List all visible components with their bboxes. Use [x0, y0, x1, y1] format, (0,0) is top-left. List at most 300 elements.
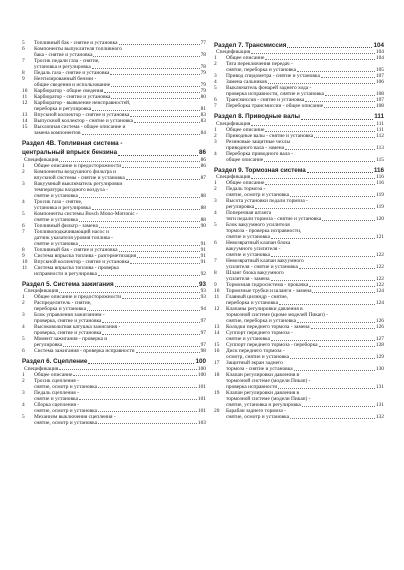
toc-entry-title: приводного вала - замена [226, 144, 285, 151]
section-gap [22, 136, 206, 138]
toc-entry-number: 5 [22, 413, 25, 420]
toc-entry-title: вакуумного усилителя - [226, 246, 281, 253]
toc-entry-title: Топливный бак - снятие и установка [34, 40, 118, 46]
toc-entry-number: 4 [214, 210, 217, 217]
toc-entry-title: регулировка [34, 342, 63, 349]
toc-entry-number: 13 [22, 112, 28, 118]
toc-entry-title: установка и регулировка [34, 64, 91, 70]
toc-entry-title: Спецификация [24, 288, 59, 295]
toc-page-number: 131 [375, 402, 384, 409]
toc-entry-title: усилителя - снятие и установка [226, 264, 298, 271]
toc-entry-title: Топливный фильтр - замена [34, 222, 98, 229]
dot-leader [73, 375, 197, 376]
toc-entry-title: снятие, осмотр и установка [34, 407, 97, 414]
dot-leader [119, 251, 200, 252]
toc-entry-title: проверка, снятие и установка [34, 318, 102, 325]
toc-entry-title: Педаль газа - снятие и установка [34, 70, 110, 76]
toc-page-number: 131 [375, 384, 384, 391]
toc-entry-title: Раздел 5. Система зажигания [22, 280, 114, 288]
toc-entry-number: 3 [214, 138, 217, 145]
toc-page-number: 83 [200, 112, 206, 118]
toc-entry-title: Неэтилированный бензин - [34, 76, 97, 82]
dot-leader [290, 418, 375, 419]
toc-entry-number: 2 [22, 168, 25, 175]
toc-entry-title: Невозвратный клапан вакуумного [226, 258, 304, 265]
toc-entry-number: 6 [22, 222, 25, 229]
toc-entry-title: Впускной коллектор - снятие и установка [34, 112, 130, 118]
toc-entry-title: Вакуумный выключатель регулировки [34, 180, 123, 187]
toc-entry-title: Общее описание и предосторожности [34, 294, 122, 301]
dot-leader [63, 346, 199, 347]
toc-left-column [22, 40, 206, 426]
toc-page-number: 126 [375, 324, 384, 331]
dot-leader [119, 44, 200, 45]
section-gap [22, 277, 206, 279]
dot-leader [99, 227, 200, 228]
toc-entry-title: Клапан регулировки давления в [226, 390, 300, 397]
toc-entry-number: 10 [22, 88, 28, 94]
toc-page-number: 107 [375, 73, 384, 80]
toc-entry-title: Раздел 9. Тормозная система [214, 166, 306, 174]
dot-leader [130, 116, 199, 117]
toc-entry-title: температуры входного воздуха - [34, 186, 108, 193]
toc-entry-number: 10 [214, 288, 220, 295]
toc-page-number: 94 [200, 306, 206, 313]
dot-leader [265, 131, 375, 132]
toc-entry-title: снятие и установка [226, 336, 270, 343]
toc-page-number: 111 [376, 126, 384, 133]
toc-entry-number: 8 [22, 246, 25, 253]
toc-entry-number: 15 [214, 342, 220, 349]
toc-entry-title: Педаль тормоза - [226, 186, 266, 193]
section-heading [22, 358, 206, 365]
toc-entry-number: 7 [214, 103, 217, 110]
toc-entry-title: Система впрыска топлива - разгерметизация [34, 252, 137, 259]
toc-page-number: 91 [200, 240, 206, 247]
toc-entry-title: Раздел 6. Сцепление [22, 358, 88, 366]
toc-entry-title: Компоненты воздушного фильтра и [34, 168, 116, 175]
toc-entry-title: Компоненты системы Bosch Mono-Motronic - [34, 210, 138, 217]
dot-leader [79, 221, 200, 222]
toc-page-number: 80 [200, 94, 206, 100]
dot-leader [79, 245, 200, 246]
dot-leader [278, 388, 375, 389]
dot-leader [115, 286, 198, 287]
dot-leader [98, 387, 197, 388]
toc-entry-title: переборка и установка [34, 306, 86, 313]
toc-entry-title: Общее описание и предосторожности [34, 162, 122, 169]
toc-entry-title: осмотр, снятие и установка [226, 354, 289, 361]
toc-entry-title: снятие, осмотр и установка [34, 419, 97, 426]
toc-page-number: 88 [200, 216, 206, 223]
toc-entry-number: 2 [22, 377, 25, 384]
toc-page-number: 92 [200, 270, 206, 277]
dot-leader [98, 423, 197, 424]
dot-leader [311, 328, 375, 329]
toc-entry-number: 19 [214, 390, 220, 397]
toc-entry-title: Переборка приводного вала - [226, 150, 293, 157]
toc-entry-title: Раздел 7. Трансмиссия [214, 42, 287, 49]
toc-entry-number: 3 [214, 73, 217, 80]
section-heading [22, 140, 206, 147]
dot-leader [87, 310, 200, 311]
toc-entry-number: 7 [22, 228, 25, 235]
dot-leader [265, 184, 375, 185]
toc-page-number: 78 [200, 52, 206, 58]
toc-entry-number: 5 [214, 85, 217, 92]
dot-leader [307, 172, 373, 173]
toc-page-number: 122 [375, 282, 384, 289]
toc-page-number: 93 [200, 294, 206, 301]
toc-page-number: 100 [197, 365, 206, 372]
toc-entry-number: 8 [214, 270, 217, 277]
toc-entry-number: 3 [22, 180, 25, 187]
dot-leader [324, 107, 375, 108]
toc-entry-number: 2 [22, 300, 25, 307]
toc-page-number: 132 [375, 414, 384, 421]
toc-page-number: 104 [375, 49, 384, 56]
toc-entry-title: снятие и установка [34, 192, 78, 199]
toc-page-number: 112 [376, 132, 384, 139]
toc-entry-title: Тормозные трубки и шланги - замена [226, 288, 312, 295]
dot-leader [122, 298, 199, 299]
toc-right-column [214, 40, 384, 420]
toc-entry-title: Привод спидометра - снятие и установка [226, 73, 320, 80]
toc-page-number: 130 [375, 366, 384, 373]
toc-page-number: 79 [200, 82, 206, 88]
toc-page-number: 93 [198, 280, 206, 288]
dot-leader [265, 59, 375, 60]
dot-leader [92, 68, 200, 69]
toc-entry-title: Спецификация [216, 174, 251, 181]
toc-page-number: 105 [375, 67, 384, 74]
toc-entry-number: 15 [22, 124, 28, 130]
dot-leader [98, 411, 197, 412]
toc-entry-continuation [22, 420, 206, 426]
toc-page-number: 86 [198, 149, 206, 157]
toc-entry-title: Суппорт переднего тормоза - [226, 330, 293, 337]
toc-page-number: 108 [375, 103, 384, 110]
dot-leader [322, 220, 375, 221]
toc-entry-number: 16 [214, 348, 220, 355]
toc-entry-title: Приводные валы - снятие и установка [226, 132, 314, 139]
toc-entry-title: Трансмиссия - снятие и установка [226, 97, 305, 104]
toc-page-number: 101 [197, 407, 206, 414]
toc-entry-title: проверка исправности [226, 384, 278, 391]
toc-page-number: 124 [375, 288, 384, 295]
toc-page-number: 128 [375, 342, 384, 349]
toc-entry-title: проверка исправности, снятие и установка [226, 91, 324, 98]
toc-entry-title: Тросик педали газа - снятие, [34, 58, 100, 64]
dot-leader [290, 196, 375, 197]
toc-entry-title: Барабан заднего тормоза - [226, 408, 286, 415]
toc-page-number: 116 [376, 180, 384, 187]
toc-page-number: 104 [373, 42, 384, 49]
toc-entry-title: переборка и регулировка [34, 106, 92, 112]
toc-entry-number: 3 [214, 198, 217, 205]
toc-entry-title: Тормозная гидросистема - прокачка [226, 282, 309, 289]
toc-entry-number: 11 [22, 264, 28, 271]
toc-entry-title: Тросик газа - снятие, [34, 198, 83, 205]
toc-entry-title: снятие, переборка и установка [226, 67, 297, 74]
toc-entry-title: бака - снятие и установка [34, 52, 93, 58]
toc-entry-number: 20 [214, 408, 220, 415]
dot-leader [79, 197, 200, 198]
dot-leader [251, 53, 375, 54]
toc-entry-number: 13 [214, 324, 220, 331]
dot-leader [104, 92, 199, 93]
toc-page-number: 90 [200, 222, 206, 229]
toc-entry-number: 6 [22, 46, 25, 52]
toc-entry-title: Высота установки педали тормоза - [226, 198, 308, 205]
toc-entry-title: Диск переднего тормоза - [226, 348, 285, 355]
dot-leader [297, 322, 375, 323]
dot-leader [302, 406, 375, 407]
toc-page-number: 126 [375, 318, 384, 325]
toc-entry-number: 1 [22, 371, 25, 378]
dot-leader [102, 334, 199, 335]
toc-entry-number: 4 [22, 198, 25, 205]
toc-entry-title: снятие и установка [34, 216, 78, 223]
toc-entry-title: Карбюратор - выявление неисправностей, [34, 100, 131, 106]
toc-page-number: 111 [376, 120, 384, 127]
toc-entry-number: 9 [214, 282, 217, 289]
dot-leader [271, 280, 375, 281]
toc-entry-title: исправности и регулировка [34, 270, 97, 277]
toc-page-number: 78 [200, 64, 206, 70]
dot-leader [287, 47, 372, 48]
toc-entry-title: регулировка [226, 204, 255, 211]
toc-entry-title: общее описание [226, 156, 264, 163]
toc-page-number: 97 [200, 342, 206, 349]
toc-entry-title: Общее описание [226, 126, 265, 133]
toc-entry-title: Шланг блока вакуумного [226, 270, 284, 277]
toc-entry-title: тормоза - снятие и установка [226, 366, 293, 373]
toc-entry-number: 9 [22, 76, 25, 82]
toc-entry-title: Общее описание [34, 371, 73, 378]
dot-leader [79, 399, 197, 400]
dot-leader [111, 98, 199, 99]
dot-leader [271, 238, 375, 239]
toc-entry-title: снятие и установка [34, 240, 78, 247]
toc-entry-title: Раздел 4В. Топливная система - [22, 140, 123, 147]
dot-leader [314, 137, 375, 138]
toc-entry-title: снятие и установка [34, 395, 78, 402]
toc-entry-title: Педаль сцепления - [34, 389, 79, 396]
toc-page-number: 97 [200, 330, 206, 337]
toc-page-number: 121 [375, 234, 384, 241]
toc-page-number: 108 [375, 91, 384, 98]
dot-leader [264, 161, 375, 162]
toc-entry-number: 5 [22, 40, 25, 46]
dot-leader [309, 286, 375, 287]
toc-entry-number: 7 [22, 58, 25, 64]
toc-entry-title: переборка и установка [226, 300, 278, 307]
toc-entry-title: впускной системы - снятие и установка [34, 174, 125, 181]
toc-page-number: 100 [197, 371, 206, 378]
toc-page-number: 113 [376, 144, 384, 151]
dot-leader [82, 134, 200, 135]
toc-page-number: 83 [200, 118, 206, 124]
dot-leader [102, 322, 199, 323]
toc-page-number: 86 [200, 156, 206, 163]
toc-entry-title: Раздел 8. Приводные валы [214, 113, 300, 121]
toc-entry-title: датчик указателя уровня топлива - [34, 234, 113, 241]
toc-page-number: 81 [200, 106, 206, 112]
section-heading [214, 113, 384, 120]
section-gap [214, 163, 384, 165]
toc-entry-number: 2 [214, 61, 217, 68]
toc-entry-number: 5 [214, 222, 217, 229]
toc-entry-number: 10 [22, 258, 28, 265]
toc-entry-number: 12 [22, 100, 28, 106]
toc-page-number: 77 [200, 40, 206, 46]
dot-leader [137, 257, 199, 258]
toc-entry-title: центральный впрыск бензина [22, 149, 118, 157]
toc-page-number: 98 [200, 348, 206, 355]
toc-page-number: 115 [376, 156, 384, 163]
toc-entry-title: Суппорт переднего тормоза - переборка [226, 342, 318, 349]
toc-entry-title: Спецификация [24, 365, 59, 372]
toc-entry-title: Поперечная штанга [226, 210, 272, 217]
toc-page-number: 101 [197, 395, 206, 402]
toc-page-number: 88 [200, 204, 206, 211]
toc-entry-number: 14 [214, 330, 220, 337]
toc-entry-number: 6 [214, 97, 217, 104]
toc-page-number: 116 [373, 166, 384, 174]
toc-entry-title: Переборка трансмиссии - общее описание [226, 103, 324, 110]
toc-entry-title: Топливный бак - снятие и установка [34, 246, 118, 253]
toc-entry-title: снятие, осмотр и установка [34, 383, 97, 390]
toc-entry-title: Невозвратный клапан блока [226, 240, 291, 247]
toc-page-number: 84 [200, 130, 206, 136]
dot-leader [297, 71, 375, 72]
toc-entry-title: снятие, осмотр и установка [226, 192, 289, 199]
toc-page-number: 122 [375, 264, 384, 271]
dot-leader [136, 352, 200, 353]
toc-entry-title: снятие, осмотр и установка [226, 414, 289, 421]
toc-entry-number: 5 [22, 336, 25, 343]
toc-entry-title: усилителя - замена [226, 276, 270, 283]
toc-entry-title: снятие, переборка и установка [226, 318, 297, 325]
dot-leader [59, 369, 197, 370]
section-gap [214, 109, 384, 111]
toc-entry-number: 14 [22, 118, 28, 124]
toc-page-number: 97 [200, 318, 206, 325]
toc-entry-title: Механизм выключения сцепления - [34, 413, 116, 420]
toc-page-number: 119 [376, 192, 384, 199]
dot-leader [130, 263, 199, 264]
toc-entry-number: 1 [22, 294, 25, 301]
toc-entry-title: Карбюратор - общие сведения [34, 88, 104, 94]
dot-leader [271, 340, 375, 341]
toc-page-number: 124 [375, 300, 384, 307]
dot-leader [251, 125, 375, 126]
toc-entry-title: замена компонентов [34, 130, 81, 136]
toc-entry-title: тормозной системе (модели Пикап) - [226, 378, 311, 385]
toc-entry-title: Спецификация [216, 120, 251, 127]
toc-page-number: 88 [200, 192, 206, 199]
toc-entry-continuation [214, 414, 384, 420]
dot-leader [321, 77, 375, 78]
toc-entry-title: Блок вакуумного усилителя [226, 222, 290, 229]
dot-leader [88, 363, 194, 364]
toc-entry-number: 6 [214, 240, 217, 247]
dot-leader [59, 161, 199, 162]
toc-entry-number: 1 [22, 162, 25, 169]
toc-entry-title: Выпускной коллектор - снятие и установка [34, 118, 134, 124]
toc-entry-title: тормозной системе (кроме моделей Пикап) - [226, 312, 328, 319]
toc-entry-number: 3 [22, 389, 25, 396]
toc-entry-title: Сборка сцепления - [34, 401, 80, 408]
toc-page-number: 111 [374, 113, 384, 121]
toc-page-number: 119 [376, 204, 384, 211]
toc-page-number: 103 [197, 419, 206, 426]
toc-entry-title: Выхлопная система - общее описание и [34, 124, 126, 130]
toc-page-number: 100 [195, 358, 206, 366]
toc-entry-number: 6 [22, 348, 25, 355]
toc-entry-title: Высоковольтная катушка зажигания - [34, 324, 121, 331]
toc-entry-title: Топливоподкачивающий насос и [34, 228, 110, 235]
dot-leader [319, 346, 375, 347]
toc-entry-number: 1 [214, 180, 217, 187]
dot-leader [312, 292, 374, 293]
toc-entry-number: 18 [214, 372, 220, 379]
toc-entry-number: 3 [22, 312, 25, 319]
toc-entry-number: 11 [214, 294, 220, 301]
toc-page-number: 101 [197, 383, 206, 390]
dot-leader [111, 86, 199, 87]
dot-leader [122, 167, 199, 168]
toc-page-number: 116 [376, 174, 384, 181]
toc-page-number: 104 [375, 55, 384, 62]
toc-entry-title: Система зажигания - проверка исправности [34, 348, 135, 355]
toc-entry-number: 9 [22, 252, 25, 259]
toc-page-number: 87 [200, 174, 206, 181]
dot-leader [251, 178, 375, 179]
dot-leader [255, 208, 375, 209]
toc-entry-number: 12 [214, 306, 220, 313]
toc-entry-number: 5 [22, 210, 25, 217]
toc-entry-title: Общее описание [226, 180, 265, 187]
toc-entry-title: Распределитель - снятие, [34, 300, 92, 307]
toc-entry-title: тормозной системе (модели Пикап) - [226, 396, 311, 403]
toc-entry-title: тяги педали тормоза - снятие и установка [226, 216, 322, 223]
toc-entry-title: Компоненты выпуклителя топливного [34, 46, 122, 52]
dot-leader [59, 292, 199, 293]
dot-leader [92, 209, 200, 210]
toc-entry-title: Спецификация [24, 156, 59, 163]
toc-entry-number: 1 [214, 55, 217, 62]
toc-page-number: 91 [200, 252, 206, 259]
toc-entry-title: Спецификация [216, 49, 251, 56]
toc-entry-title: Тросик сцепления - [34, 377, 79, 384]
toc-entry-title: Момент зажигания - проверка и [34, 336, 108, 343]
toc-page-number: 107 [375, 97, 384, 104]
dot-leader [134, 122, 200, 123]
toc-entry-number: 1 [214, 126, 217, 133]
toc-entry-number: 8 [22, 70, 25, 76]
toc-entry-title: Замена сальников [226, 79, 267, 86]
dot-leader [110, 74, 199, 75]
dot-leader [325, 95, 375, 96]
dot-leader [118, 155, 198, 156]
toc-entry-title: проверка, снятие и установка [34, 330, 102, 337]
toc-entry-number: 4 [22, 401, 25, 408]
toc-entry-title: снятие и установка [226, 234, 270, 241]
toc-entry-title: снятие, установка и регулировка [226, 402, 301, 409]
toc-entry-title: Защитный экран заднего [226, 360, 283, 367]
